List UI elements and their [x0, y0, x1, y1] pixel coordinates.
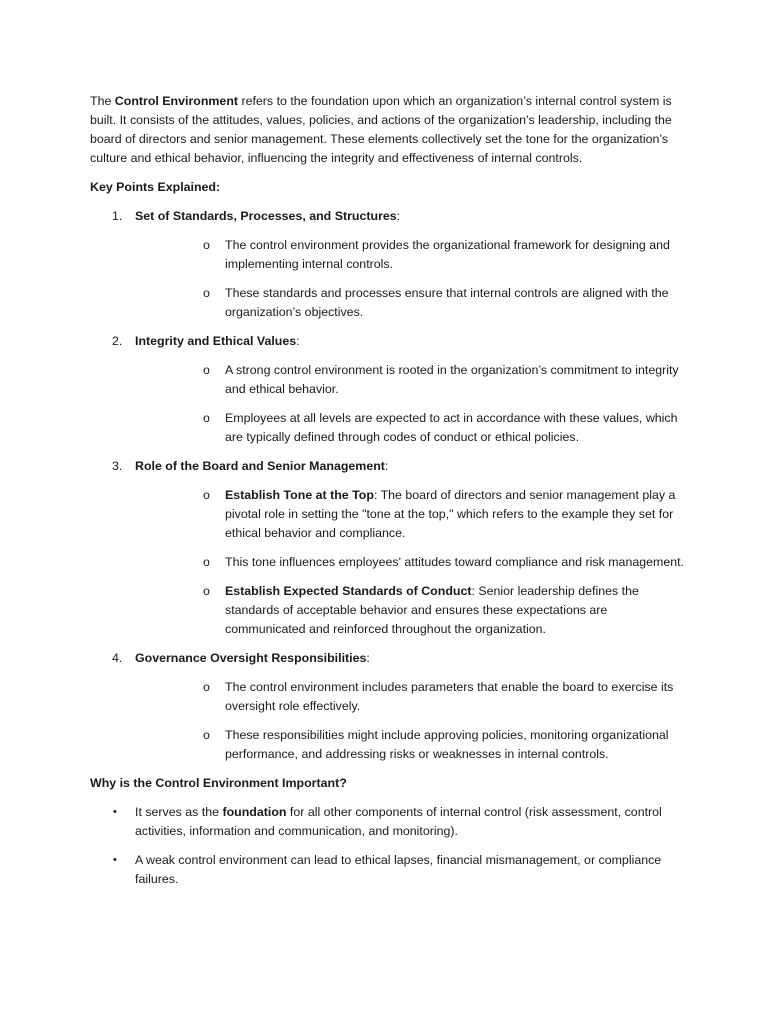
sub-item-marker: o	[203, 584, 210, 598]
section-title: Role of the Board and Senior Management	[135, 459, 385, 473]
sub-item-text: : Senior leadership defines the standards of acceptable behavior and ensures these expectations are communicated and reinforced throughout the organization.	[225, 584, 639, 636]
section-title-suffix: :	[366, 651, 370, 665]
bullet-marker: •	[113, 806, 117, 818]
sub-item-text-line	[225, 553, 686, 572]
bullet-text-line	[135, 851, 686, 889]
sub-item-text: This tone influences employees' attitudes toward compliance and risk management.	[225, 555, 684, 569]
intro-paragraph	[90, 92, 686, 168]
sub-item-text-line	[225, 284, 686, 322]
sub-item-text-line	[225, 582, 686, 639]
sub-list-item	[135, 582, 686, 639]
section-title: Integrity and Ethical Values	[135, 334, 297, 348]
sub-item-text: : The board of directors and senior management play a pivotal role in setting the "tone at the top," which refers to the example they set for ethical behavior and compliance.	[225, 488, 676, 540]
sub-list-item	[135, 486, 686, 543]
sub-item-text-line	[225, 486, 686, 543]
sub-item-text: The control environment provides the organizational framework for designing and implementing internal controls.	[225, 238, 670, 271]
key-points-heading: Key Points Explained:	[90, 180, 221, 194]
sub-list	[135, 486, 686, 639]
sub-item-marker: o	[203, 488, 210, 502]
section-title-line	[135, 332, 686, 351]
sub-item-text-line	[225, 361, 686, 399]
list-number: 3.	[112, 459, 123, 473]
intro-pre: The	[90, 94, 115, 108]
list-number: 1.	[112, 209, 123, 223]
sub-list-item	[135, 361, 686, 399]
sub-item-text-line	[225, 236, 686, 274]
sub-item-marker: o	[203, 411, 210, 425]
intro-bold-term: Control Environment	[114, 94, 239, 108]
bullet-list-item	[90, 803, 686, 841]
bullet-marker: •	[113, 854, 117, 866]
bullet-bold-term: foundation	[222, 805, 287, 819]
sub-list	[135, 236, 686, 322]
sub-item-text: These standards and processes ensure that internal controls are aligned with the organization’s objectives.	[225, 286, 669, 319]
bullet-list-item	[90, 851, 686, 889]
sub-item-marker: o	[203, 555, 210, 569]
sub-item-text: These responsibilities might include approving policies, monitoring organizational performance, and addressing risks or weaknesses in internal controls.	[225, 728, 669, 761]
section-title-line	[135, 649, 686, 668]
list-number: 2.	[112, 334, 123, 348]
sub-list-item	[135, 236, 686, 274]
numbered-list-item	[90, 332, 686, 447]
sub-item-text: The control environment includes parameters that enable the board to exercise its oversight role effectively.	[225, 680, 674, 713]
sub-list-item	[135, 284, 686, 322]
sub-list-item	[135, 726, 686, 764]
numbered-list-item	[90, 207, 686, 322]
importance-heading: Why is the Control Environment Important?	[90, 776, 347, 790]
document-body	[90, 92, 686, 899]
bullet-text-pre: It serves as the	[135, 805, 223, 819]
section-title-suffix: :	[396, 209, 401, 223]
bullet-text-pre: A weak control environment can lead to ethical lapses, financial mismanagement, or compliance failures.	[135, 853, 662, 886]
sub-item-marker: o	[203, 680, 210, 694]
numbered-list	[90, 207, 686, 764]
sub-list-item	[135, 678, 686, 716]
sub-list-item	[135, 553, 686, 572]
section-title: Set of Standards, Processes, and Structures	[135, 209, 397, 223]
sub-item-bold-label: Establish Expected Standards of Conduct	[225, 584, 472, 598]
numbered-list-item	[90, 649, 686, 764]
sub-list	[135, 361, 686, 447]
sub-item-text-line	[225, 726, 686, 764]
sub-list-item	[135, 409, 686, 447]
sub-item-text: A strong control environment is rooted in the organization’s commitment to integrity and ethical behavior.	[225, 363, 679, 396]
sub-item-text-line	[225, 409, 686, 447]
sub-list	[135, 678, 686, 764]
section-title-line	[135, 207, 686, 226]
section-title-line	[135, 457, 686, 476]
list-number: 4.	[112, 651, 123, 665]
sub-item-bold-label: Establish Tone at the Top	[225, 488, 374, 502]
sub-item-marker: o	[203, 238, 210, 252]
intro-post: refers to the foundation upon which an organization’s internal control system is built. It consists of the attitudes, values, policies, and actions of the organization’s leadership, including the board of directors and senior management. These elements collectively set the tone for the organization’s culture and ethical behavior, influencing the integrity and effectiveness of internal controls.	[90, 94, 672, 165]
section-title-suffix: :	[384, 459, 389, 473]
sub-item-text: Employees at all levels are expected to act in accordance with these values, which are typically defined through codes of conduct or ethical policies.	[225, 411, 678, 444]
sub-item-marker: o	[203, 363, 210, 377]
numbered-list-item	[90, 457, 686, 639]
bullet-text-post: for all other components of internal control (risk assessment, control activities, information and communication, and monitoring).	[135, 805, 662, 838]
bullet-list	[90, 803, 686, 889]
sub-item-marker: o	[203, 286, 210, 300]
bullet-text-line	[135, 803, 686, 841]
sub-item-marker: o	[203, 728, 210, 742]
sub-item-text-line	[225, 678, 686, 716]
section-title: Governance Oversight Responsibilities	[135, 651, 367, 665]
section-title-suffix: :	[296, 334, 300, 348]
